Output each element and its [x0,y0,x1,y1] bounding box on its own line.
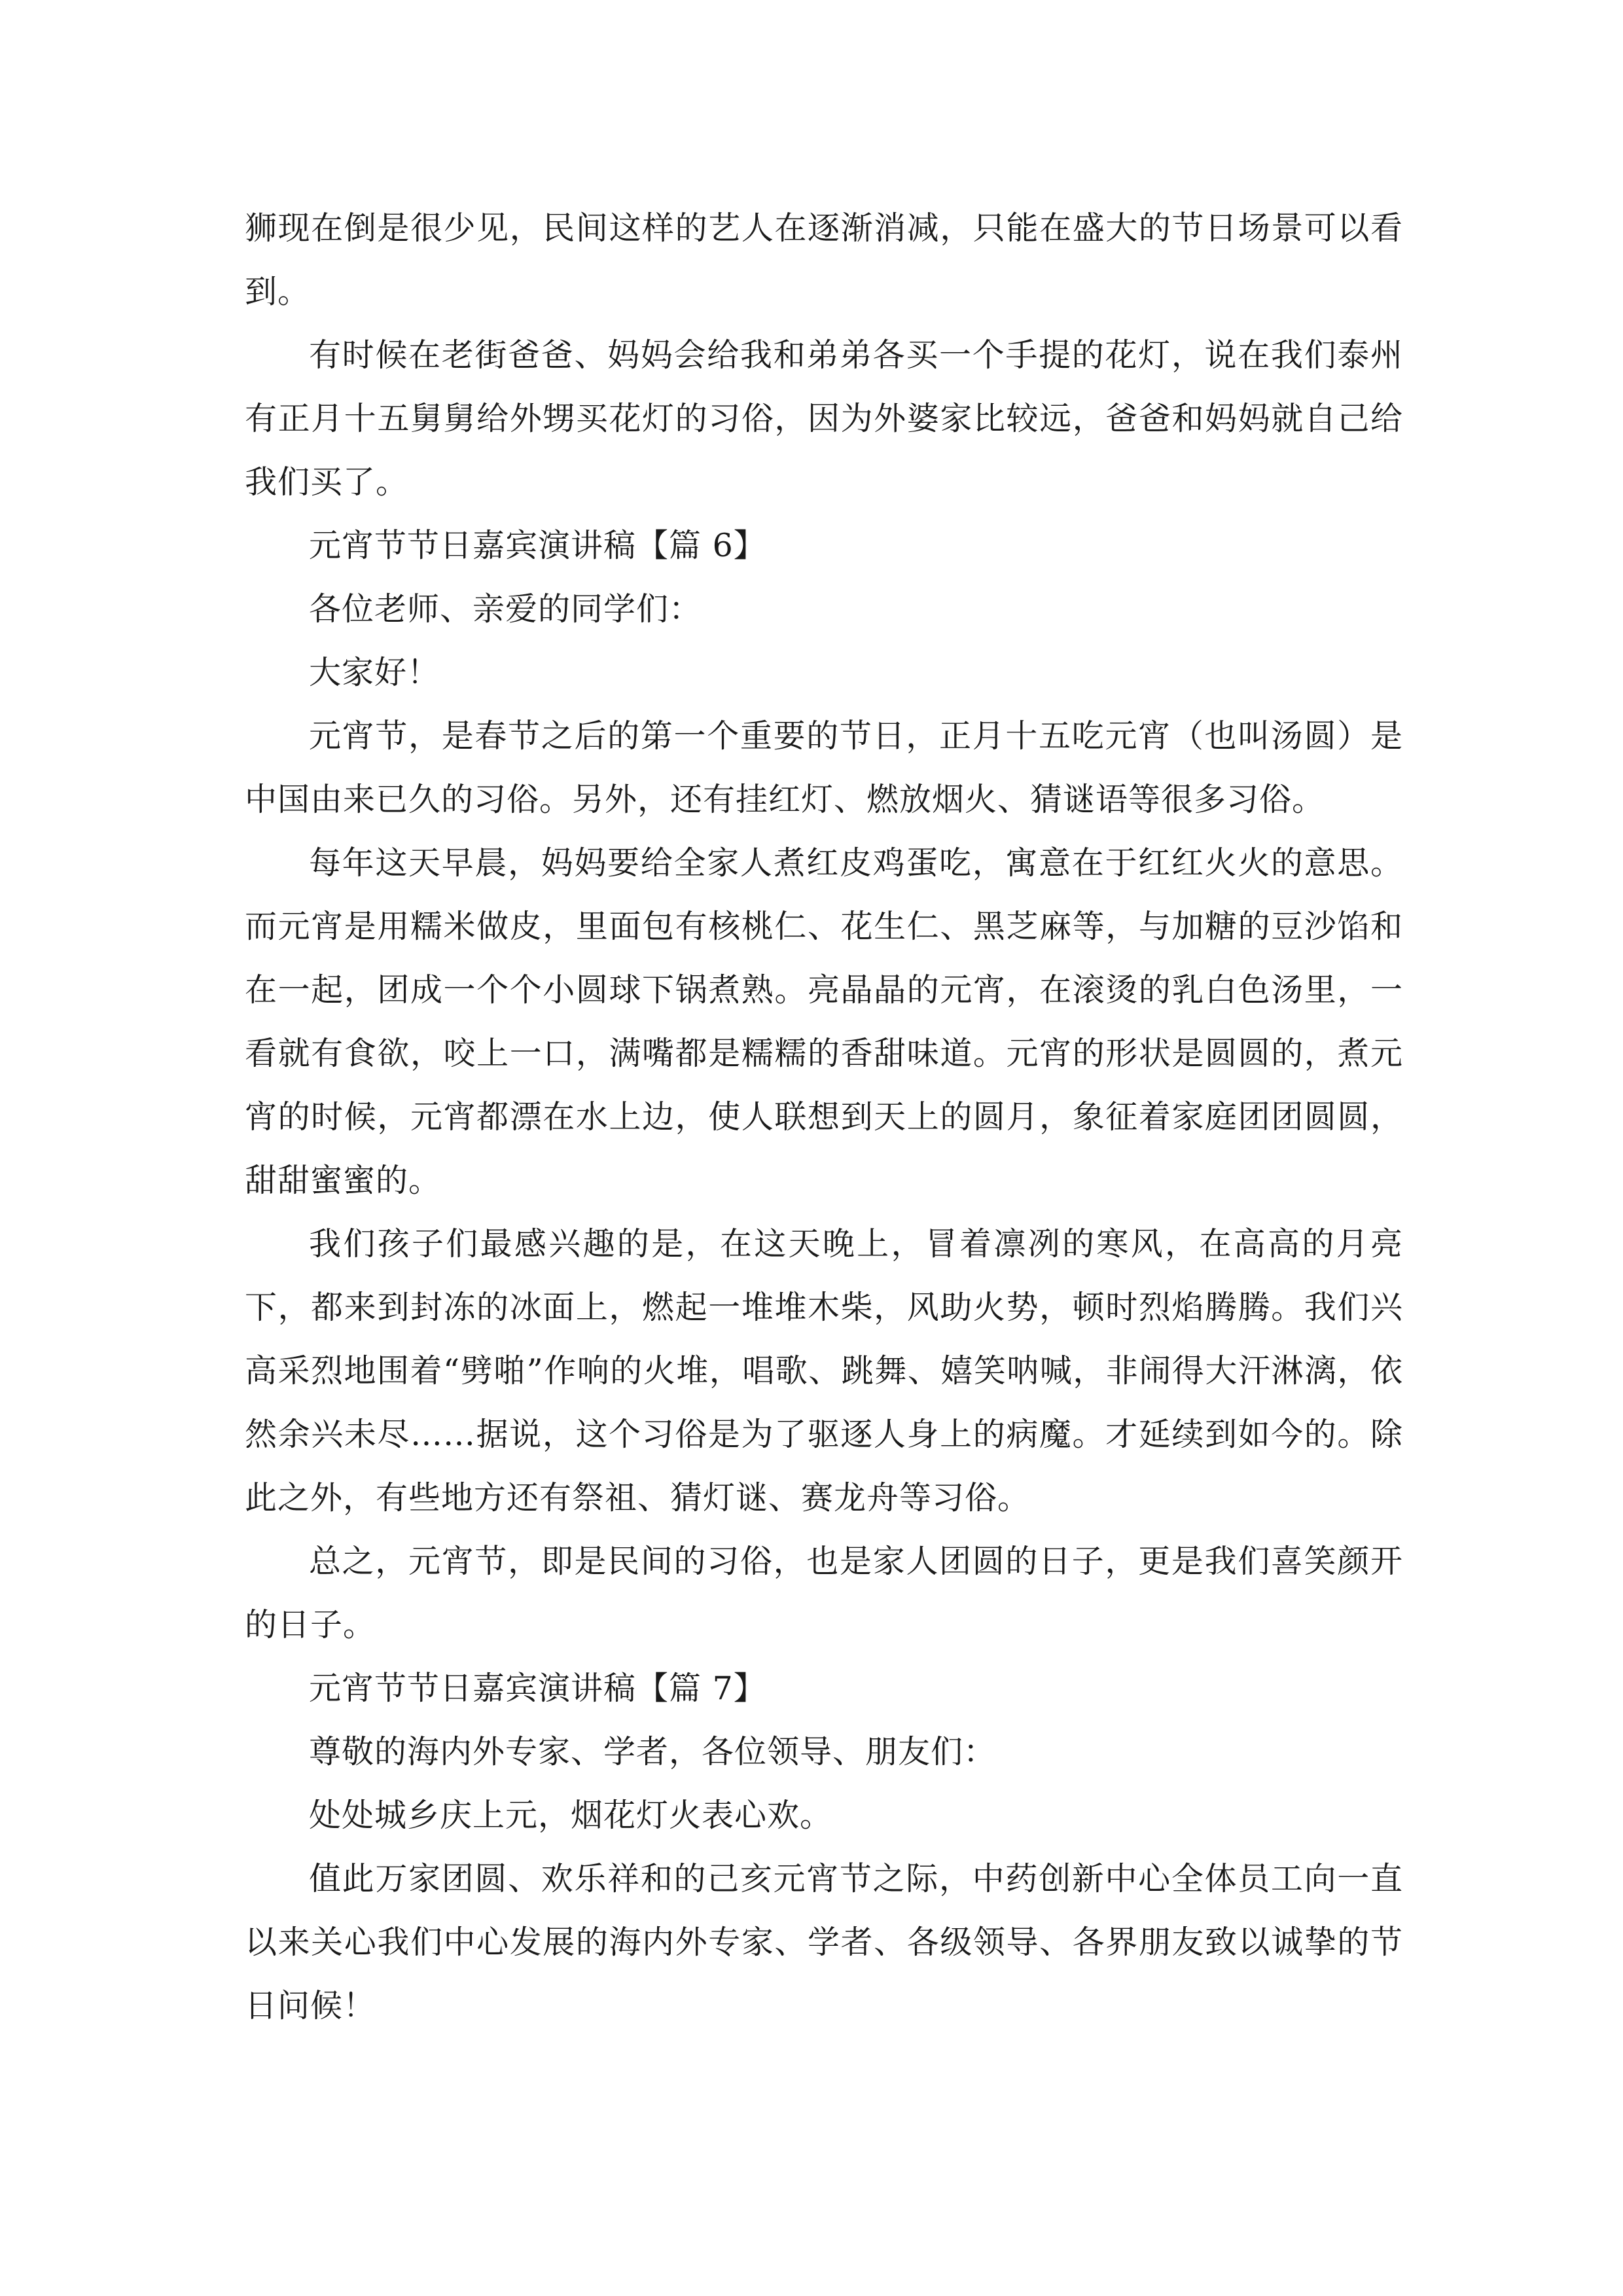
section-heading: 元宵节节日嘉宾演讲稿【篇 7】 [309,1670,766,1707]
paragraph: 值此万家团圆、欢乐祥和的己亥元宵节之际，中药创新中心全体员工向一直以来关心我们中心发展的海内外专家、学者、各级领导、各界朋友致以诚挚的节日问候！ [245,1860,1403,2024]
paragraph: 我们孩子们最感兴趣的是，在这天晚上，冒着凛冽的寒风，在高高的月亮下，都来到封冻的冰面上，燃起一堆堆木柴，风助火势，顿时烈焰腾腾。我们兴高采烈地围着“劈啪”作响的火堆，唱歌、跳舞、嬉笑呐喊，非闹得大汗淋漓，依然余兴未尽……据说，这个习俗是为了驱逐人身上的病魔。才延续到如今的。除此之外，有些地方还有祭祖、猜灯谜、赛龙舟等习俗。 [245,1225,1403,1516]
greeting: 大家好！ [309,654,440,691]
salutation: 各位老师、亲爱的同学们： [309,590,702,628]
paragraph: 处处城乡庆上元，烟花灯火表心欢。 [309,1797,833,1834]
paragraph: 每年这天早晨，妈妈要给全家人煮红皮鸡蛋吃，寓意在于红红火火的意思。而元宵是用糯米做皮，里面包有核桃仁、花生仁、黑芝麻等，与加糖的豆沙馅和在一起，团成一个个小圆球下锅煮熟。亮晶晶的元宵，在滚烫的乳白色汤里，一看就有食欲，咬上一口，满嘴都是糯糯的香甜味道。元宵的形状是圆圆的，煮元宵的时候，元宵都漂在水上边，使人联想到天上的圆月，象征着家庭团团圆圆，甜甜蜜蜜的。 [245,844,1403,1199]
paragraph: 总之，元宵节，即是民间的习俗，也是家人团圆的日子，更是我们喜笑颜开的日子。 [245,1543,1403,1643]
paragraph: 有时候在老街爸爸、妈妈会给我和弟弟各买一个手提的花灯，说在我们泰州有正月十五舅舅给外甥买花灯的习俗，因为外婆家比较远，爸爸和妈妈就自己给我们买了。 [245,336,1403,501]
paragraph-continued: 狮现在倒是很少见，民间这样的艺人在逐渐消减，只能在盛大的节日场景可以看到。 [245,209,1403,310]
salutation: 尊敬的海内外专家、学者，各位领导、朋友们： [309,1733,997,1770]
section-heading: 元宵节节日嘉宾演讲稿【篇 6】 [309,527,766,564]
document-body [245,196,1403,2037]
paragraph: 元宵节，是春节之后的第一个重要的节日，正月十五吃元宵（也叫汤圆）是中国由来已久的习俗。另外，还有挂红灯、燃放烟火、猜谜语等很多习俗。 [245,717,1403,818]
